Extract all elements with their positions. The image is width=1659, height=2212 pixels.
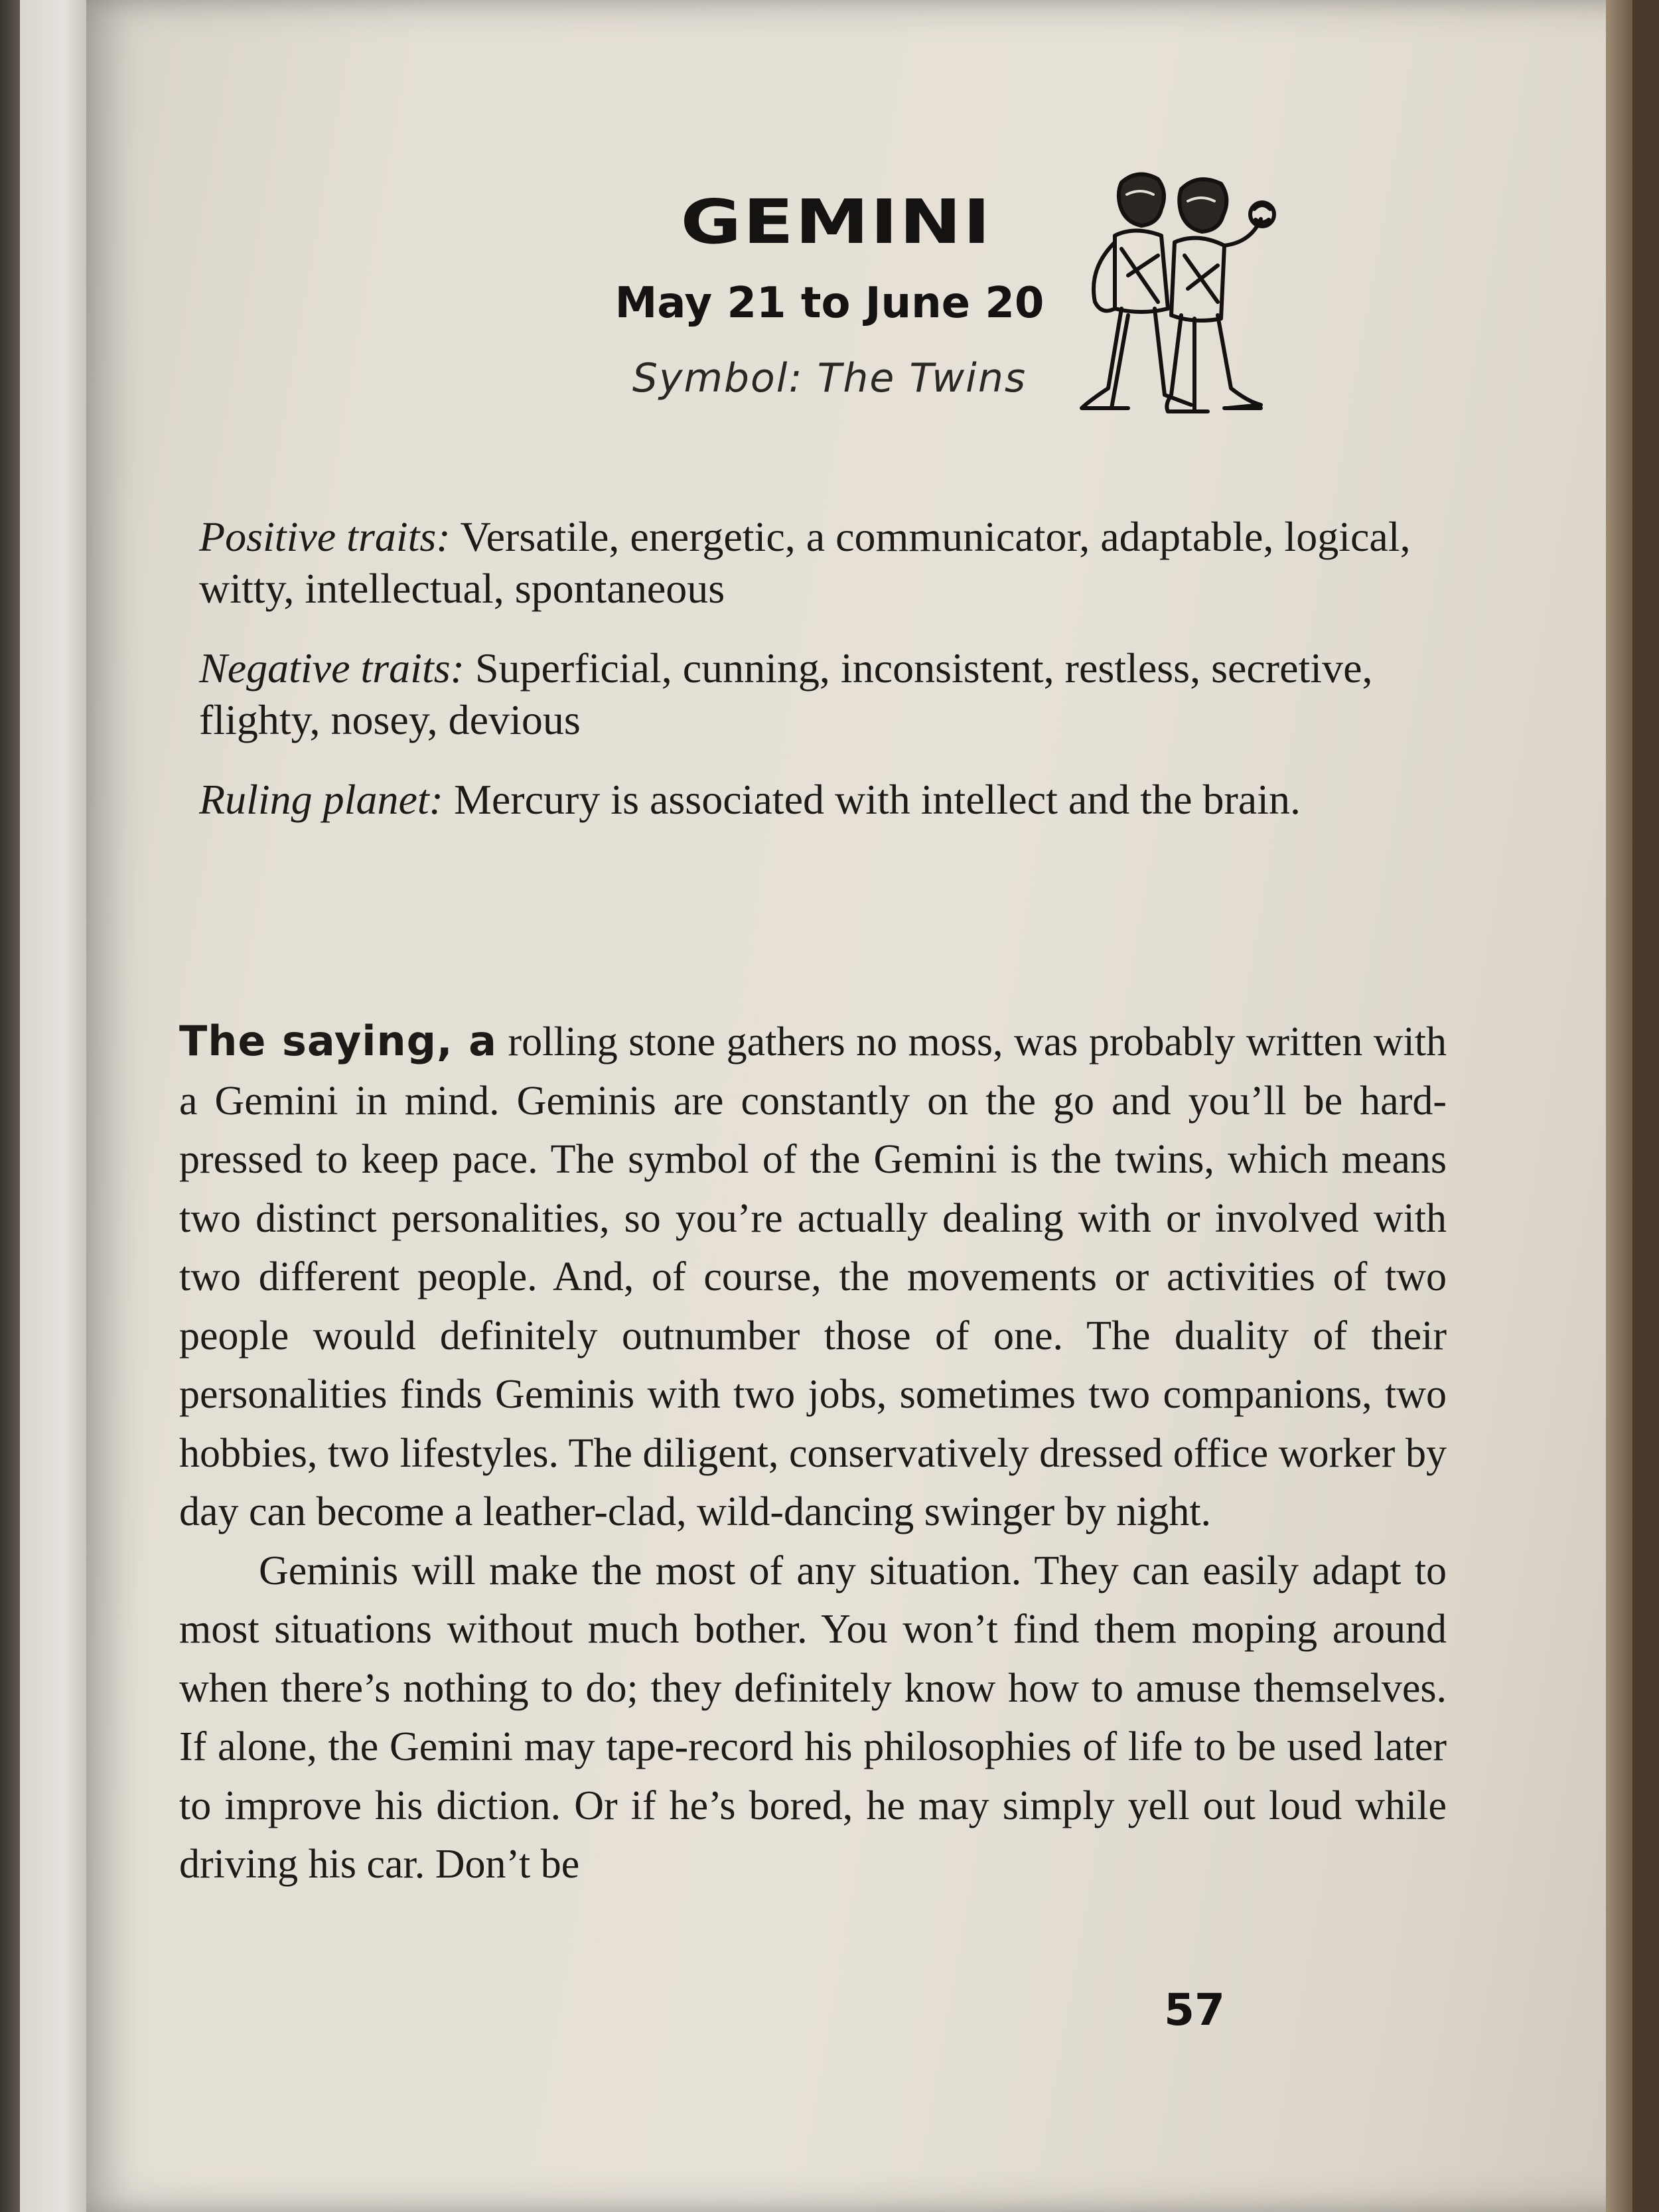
ruling-planet-label: Ruling planet:	[199, 776, 443, 823]
symbol-caption: Symbol: The Twins	[632, 355, 1027, 402]
positive-traits	[199, 511, 1447, 615]
gemini-twins-icon	[1075, 163, 1281, 428]
body-paragraph-2: Geminis will make the most of any situation. They can easily adapt to most situations without much bother. You won’t find them moping around when there’s nothing to do; they definitely know how to amuse themselves. If alone, the Gemini may tape-record his philosophies of life to be used later to improve his diction. Or if he’s bored, he may simply yell out loud while driving his car. Don’t be	[179, 1548, 1447, 1887]
positive-traits-label: Positive traits:	[199, 513, 451, 560]
negative-traits-text: Superficial, cunning, inconsistent, restless, secretive, flighty, nosey, devious	[199, 644, 1373, 743]
page-edge	[1606, 0, 1632, 2212]
date-range: May 21 to June 20	[614, 279, 1045, 328]
negative-traits-label: Negative traits:	[199, 644, 465, 692]
traits-section	[199, 511, 1447, 853]
body-text	[179, 1012, 1447, 1894]
ruling-planet-text: Mercury is associated with intellect and the brain.	[453, 776, 1301, 823]
positive-traits-text: Versatile, energetic, a communicator, adaptable, logical, witty, intellectual, spontaneous	[199, 513, 1411, 612]
page-title: GEMINI	[680, 186, 992, 258]
lead-in-text: The saying, a	[179, 1017, 497, 1065]
ruling-planet	[199, 774, 1447, 826]
paragraph-1-text: rolling stone gathers no moss, was probably written with a Gemini in mind. Geminis are constantly on the go and you’ll be hard-pressed to keep pace. The symbol of the Gemini is the twins, which means two distinct personalities, so you’re actually dealing with or involved with two different people. And, of course, the movements or activities of two people would definitely outnumber those of one. The duality of their personalities finds Geminis with two jobs, sometimes two companions, two hobbies, two lifestyles. The diligent, conservatively dressed office worker by day can become a leather-clad, wild-dancing swinger by night.	[179, 1019, 1447, 1534]
page-number: 57	[1164, 1984, 1225, 2035]
negative-traits	[199, 642, 1447, 746]
body-paragraph-1	[179, 1012, 1447, 1542]
